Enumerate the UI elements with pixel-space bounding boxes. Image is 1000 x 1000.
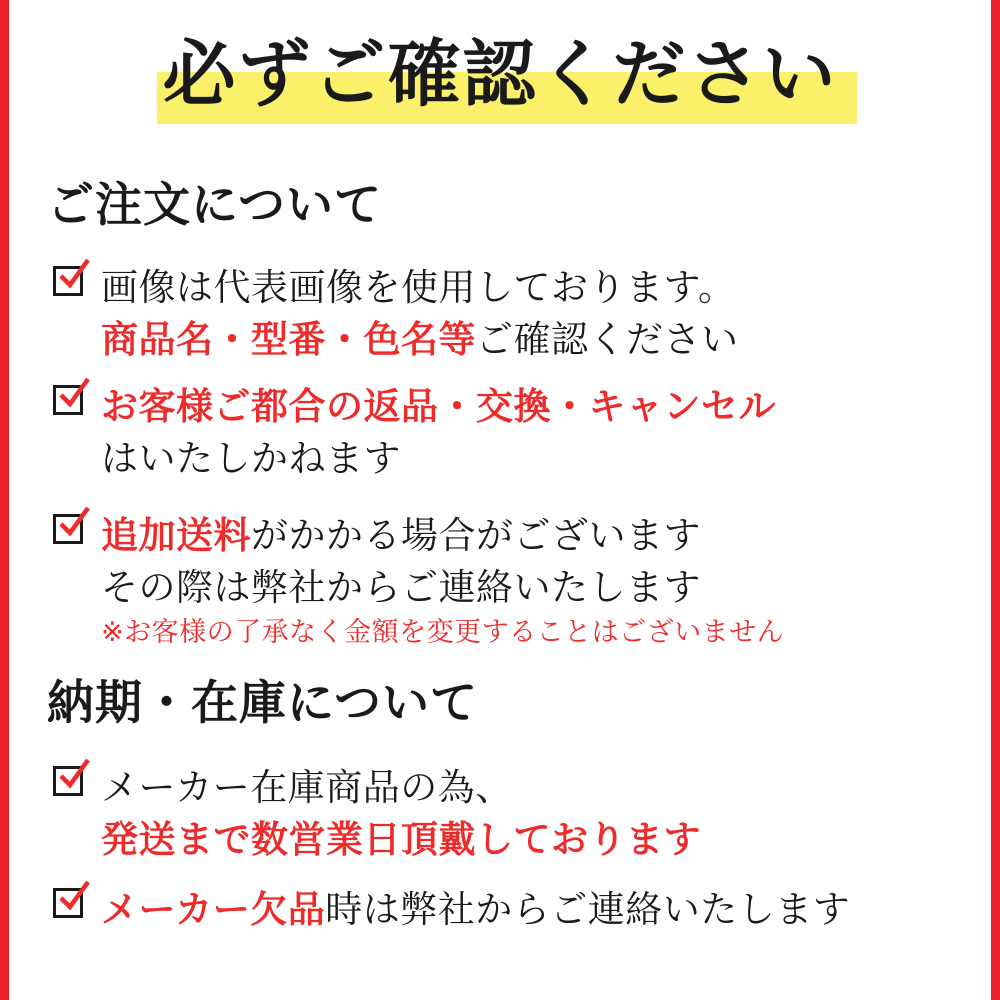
list-item (53, 381, 971, 485)
list-item-line: お客様ご都合の返品・交換・キャンセル (101, 385, 776, 428)
list-item-line: その際は弊社からご連絡いたします (101, 566, 701, 609)
list-item-line: 発送まで数営業日頂戴しております (101, 818, 701, 861)
list-item-line (101, 510, 971, 562)
page-title: 必ずご確認ください (162, 32, 838, 117)
list-item (53, 762, 971, 866)
checkbox-checked-icon (53, 766, 89, 802)
list-item-line: メーカー在庫商品の為、 (101, 766, 513, 809)
left-red-border (0, 0, 9, 1000)
checkbox-checked-icon (53, 266, 89, 302)
list-item-lines (101, 884, 971, 936)
section-heading-delivery: 納期・在庫について (47, 676, 479, 731)
checkbox-checked-icon (53, 514, 89, 550)
list-item-line (101, 314, 971, 366)
normal-text: がかかる場合がございます (251, 514, 701, 557)
list-item-lines (101, 381, 971, 485)
normal-text: ご確認ください (476, 318, 739, 361)
list-item-lines (101, 762, 971, 866)
list-item (53, 510, 971, 652)
section-heading-orders: ご注文について (47, 178, 383, 233)
emphasis-text: メーカー欠品 (101, 888, 326, 931)
list-item-line (101, 884, 971, 936)
checkbox-checked-icon (53, 385, 89, 421)
list-item-lines (101, 510, 971, 652)
checkbox-checked-icon (53, 888, 89, 924)
page-title-area (9, 32, 991, 117)
list-item-line: 画像は代表画像を使用しております。 (101, 266, 736, 309)
list-item (53, 884, 971, 936)
list-item-line: はいたしかねます (101, 437, 401, 480)
emphasis-text: 商品名・型番・色名等 (101, 318, 476, 361)
notice-content (9, 0, 991, 1000)
right-red-border (991, 0, 1000, 1000)
list-item (53, 262, 971, 366)
list-item-note: ※お客様の了承なく金額を変更することはございません (101, 617, 785, 648)
list-item-lines (101, 262, 971, 366)
emphasis-text: 追加送料 (101, 514, 251, 557)
normal-text: 時は弊社からご連絡いたします (325, 888, 851, 931)
